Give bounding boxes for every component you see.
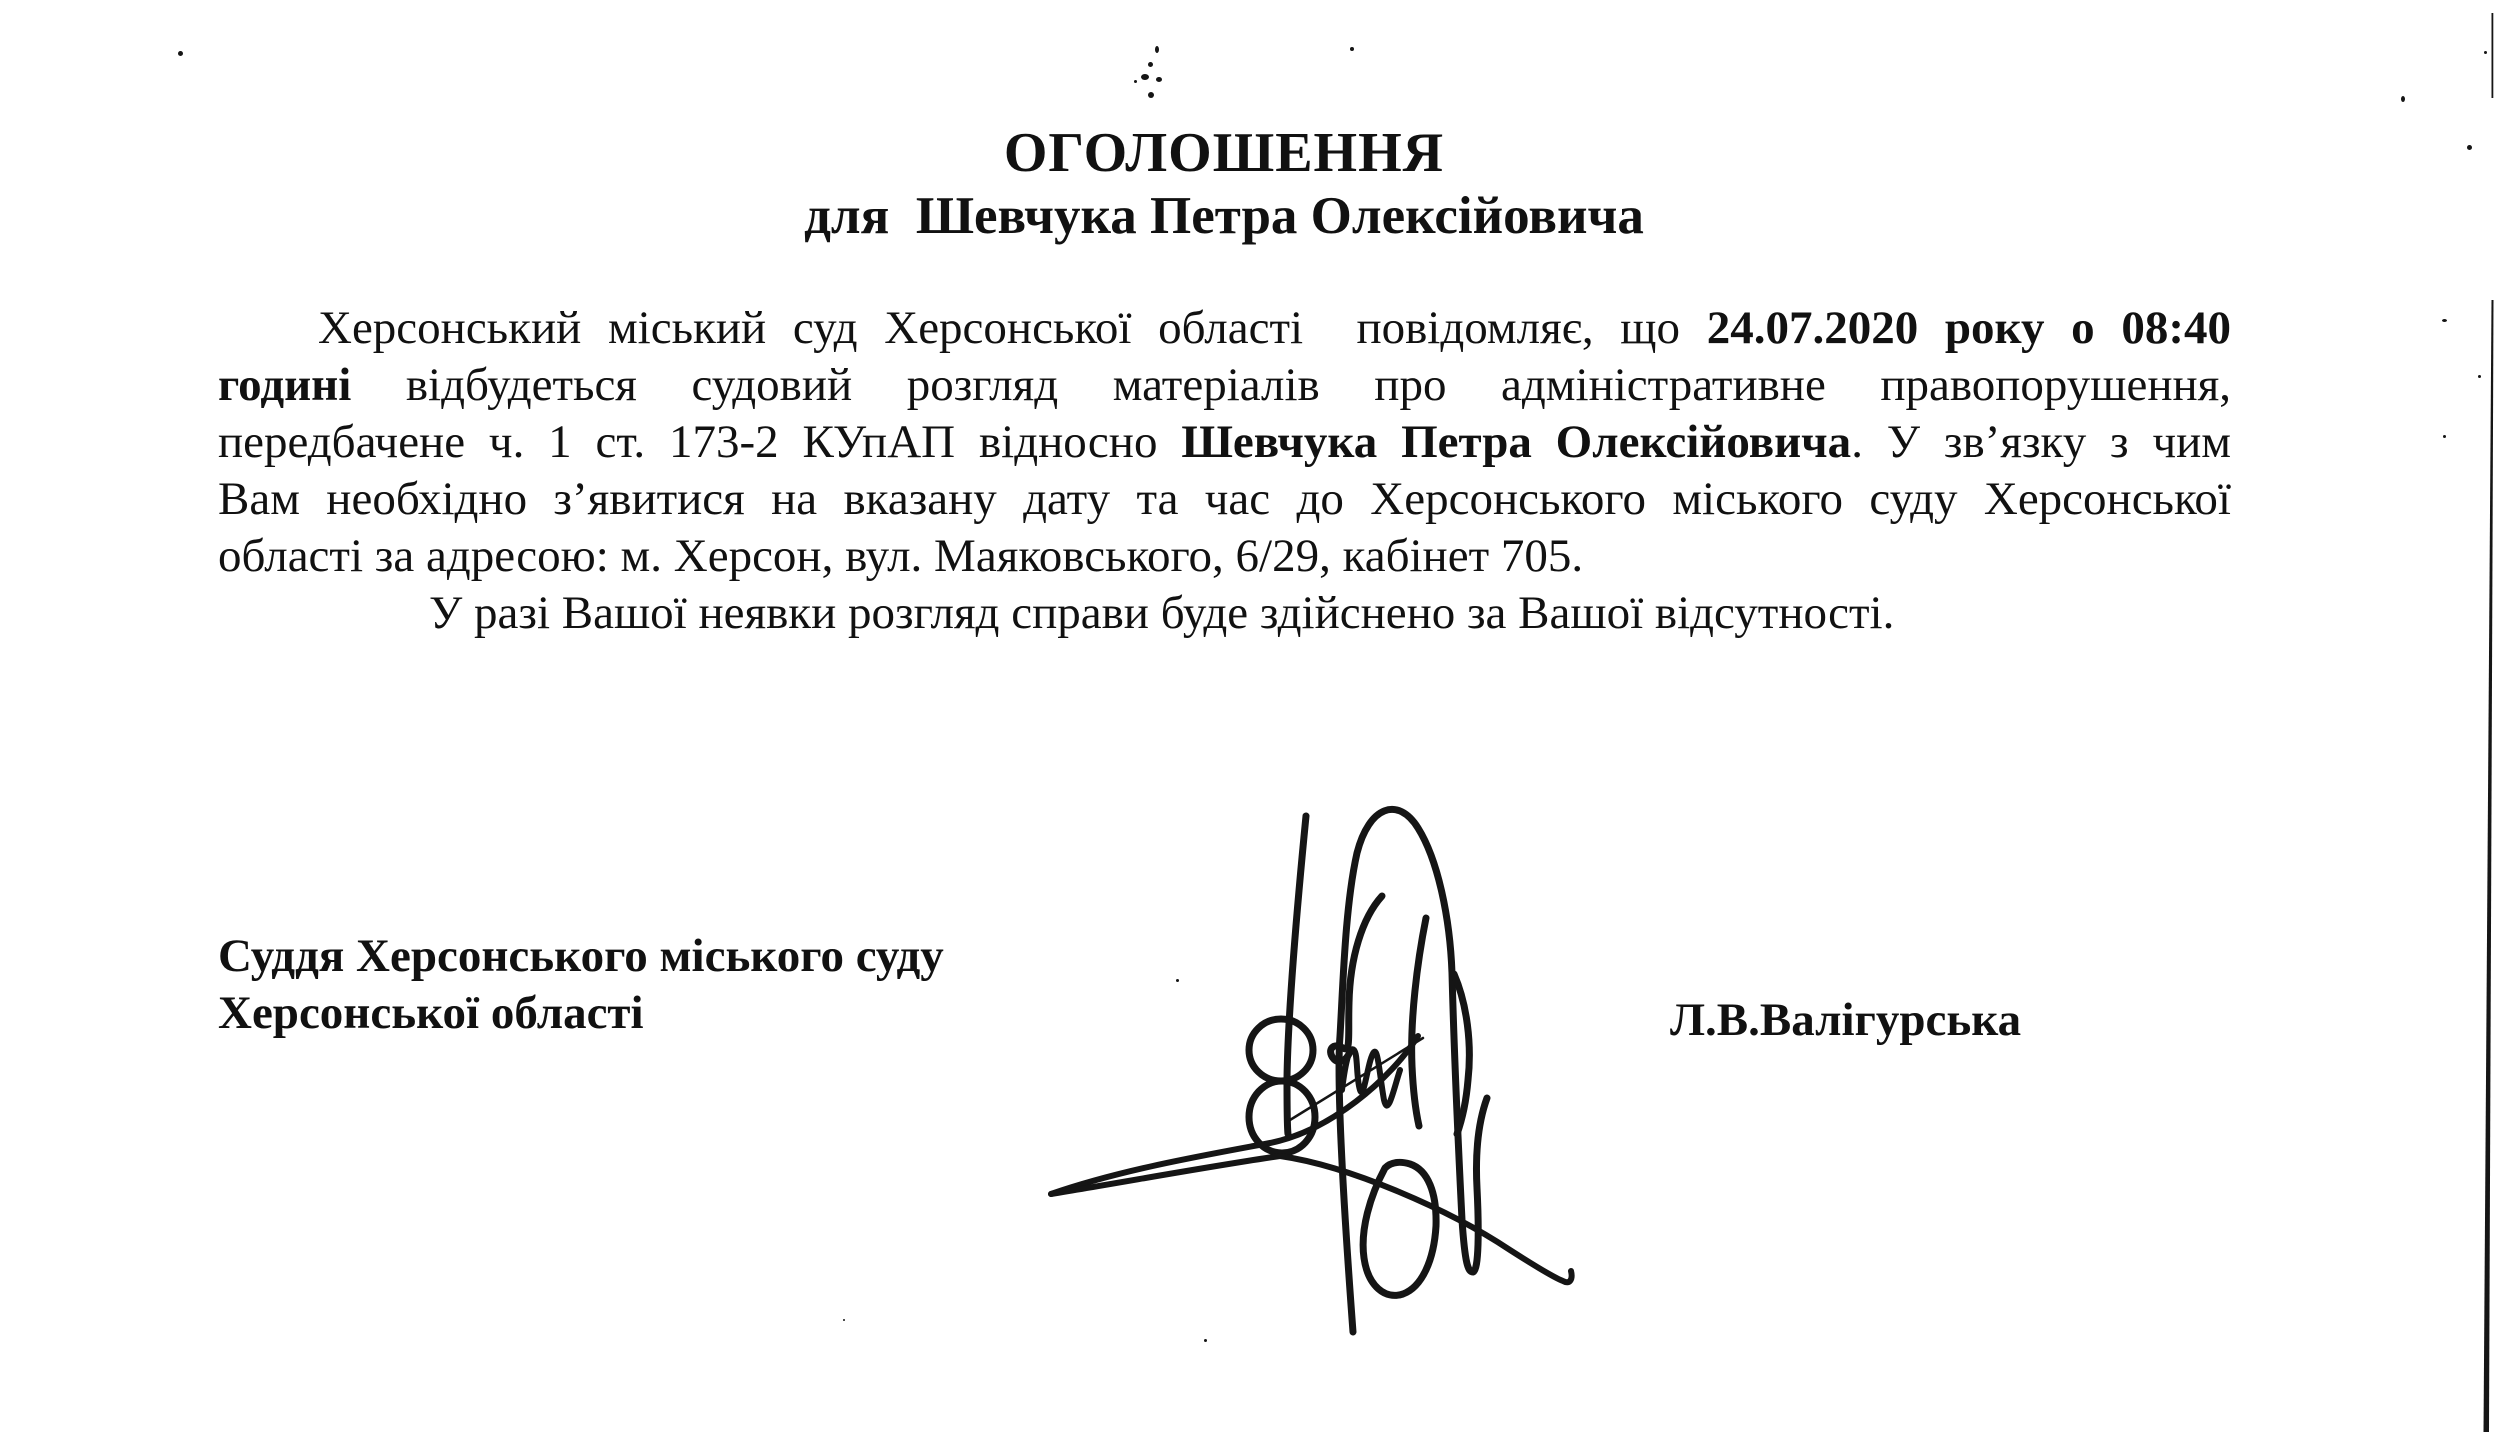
judge-title-line2: Херсонської області <box>218 987 644 1039</box>
body-text: області за адресою: м. Херсон, вул. Маяковського, 6/29, кабінет 705. <box>218 530 1584 582</box>
scan-speck <box>1155 46 1159 53</box>
body-line <box>218 300 2231 357</box>
scan-speck <box>1176 979 1179 982</box>
body-text-bold: Шевчука Петра Олексійовича <box>1181 416 1852 468</box>
scan-speck <box>2443 435 2446 438</box>
signature-stroke <box>1051 1036 1418 1194</box>
scan-speck <box>843 1319 845 1321</box>
body-text: відбудеться судовий розгляд матеріалів про адміністративне правопорушення, <box>351 359 2231 411</box>
signature-stroke <box>1051 1156 1572 1282</box>
body-text: У разі Вашої неявки розгляд справи буде здійснено за Вашої відсутності. <box>429 587 1895 639</box>
scan-speck <box>2442 319 2447 322</box>
scan-speck <box>178 51 183 56</box>
scan-edge-line <box>2478 0 2494 1432</box>
signature-stroke <box>1412 918 1426 1126</box>
scan-speck <box>2401 96 2405 102</box>
body-line <box>218 471 2231 528</box>
scan-speck <box>1141 74 1149 80</box>
scan-speck <box>2467 145 2472 150</box>
body-line <box>218 357 2231 414</box>
body-text-bold: 24.07.2020 року о 08:40 <box>1706 302 2231 354</box>
body-text: Вам необхідно з’явитися на вказану дату та час до Херсонського міського суду Херсонської <box>218 473 2231 525</box>
signature-stroke <box>1249 1019 1313 1081</box>
body-text: . У зв’язку з чим <box>1851 416 2231 468</box>
body-line <box>218 585 2231 642</box>
body-text: Херсонський міський суд Херсонської області повідомляє, що <box>318 302 1707 354</box>
scan-speck <box>1148 92 1154 98</box>
scan-speck <box>1350 47 1354 51</box>
announcement-body <box>218 300 2231 642</box>
scan-speck <box>1134 80 1137 83</box>
body-line <box>218 414 2231 471</box>
scan-speck <box>1148 62 1153 67</box>
judge-signature-icon <box>1030 758 1610 1358</box>
scan-speck <box>1156 77 1162 82</box>
body-text-bold: годині <box>218 359 352 411</box>
body-text: передбачене ч. 1 ст. 173-2 КУпАП відносно <box>218 416 1182 468</box>
judge-signoff <box>218 928 944 1042</box>
body-line <box>218 528 2231 585</box>
page-subtitle: для Шевчука Петра Олексійовича <box>804 187 1644 245</box>
judge-name: Л.В.Валігурська <box>1670 994 2022 1046</box>
page-title: ОГОЛОШЕННЯ <box>1003 122 1445 184</box>
judge-title-line1: Суддя Херсонського міського суду <box>218 930 944 982</box>
scan-speck <box>1204 1339 1207 1342</box>
